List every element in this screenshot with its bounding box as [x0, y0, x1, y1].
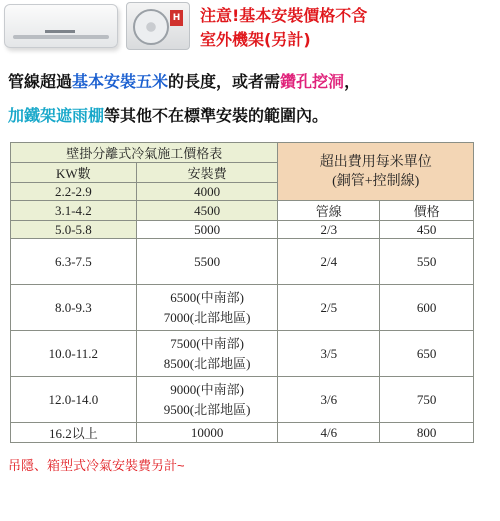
- intro-line-1: [8, 70, 496, 94]
- table-cell: 750: [380, 377, 474, 423]
- fee-central-south: 6500(中南部): [170, 289, 244, 305]
- table-cell: 5.0-5.8: [11, 221, 137, 239]
- fee-north: 7000(北部地區): [163, 309, 251, 325]
- column-header-fee: 安裝費: [136, 163, 278, 183]
- table-cell: 2/5: [278, 285, 380, 331]
- table-cell: 8.0-9.3: [11, 285, 137, 331]
- table-cell: [136, 331, 278, 377]
- brand-badge-icon: H: [170, 10, 183, 26]
- table-row: [11, 331, 474, 377]
- table-cell: 800: [380, 423, 474, 443]
- table-cell: 3/6: [278, 377, 380, 423]
- table-cell: 4500: [136, 201, 278, 221]
- extra-fee-subtitle: (銅管+控制線): [332, 173, 420, 189]
- footnote: 吊隱、箱型式冷氣安裝費另計~: [8, 458, 185, 473]
- intro-text: 等其他不在標準安裝的範圍內。: [104, 106, 329, 125]
- top-banner: [0, 0, 500, 56]
- intro-text: 的長度，或者需: [168, 72, 281, 91]
- fee-north: 9500(北部地區): [163, 401, 251, 417]
- table-cell: 550: [380, 239, 474, 285]
- table-row: [11, 285, 474, 331]
- intro-text: ，: [344, 72, 361, 91]
- outdoor-ac-unit-image: [126, 2, 190, 50]
- ac-brand-mark: [45, 30, 75, 33]
- table-cell: 2.2-2.9: [11, 183, 137, 201]
- extra-fee-header: [278, 143, 474, 201]
- table-cell: 650: [380, 331, 474, 377]
- intro-text: 管線超過: [8, 72, 73, 91]
- table-cell: [136, 377, 278, 423]
- table-title: 壁掛分離式冷氣施工價格表: [11, 143, 278, 163]
- table-cell: 2/3: [278, 221, 380, 239]
- column-header-price: 價格: [380, 201, 474, 221]
- table-row: [11, 423, 474, 443]
- notice-line-1: 注意!基本安裝價格不含: [200, 6, 368, 25]
- fan-icon: [133, 9, 169, 45]
- notice-line-2: 室外機架(另計): [200, 30, 311, 49]
- highlight-bracket: 加鐵架遮雨棚: [8, 106, 105, 125]
- table-row: [11, 377, 474, 423]
- column-header-kw: KW數: [11, 163, 137, 183]
- table-cell: 6.3-7.5: [11, 239, 137, 285]
- ac-vent: [13, 35, 109, 39]
- fee-north: 8500(北部地區): [163, 355, 251, 371]
- column-header-pipe: 管線: [278, 201, 380, 221]
- highlight-drilling: 鑽孔挖洞: [280, 72, 345, 91]
- table-cell: 12.0-14.0: [11, 377, 137, 423]
- table-cell: 16.2以上: [11, 423, 137, 443]
- notice-text: [200, 4, 496, 52]
- table-cell: 2/4: [278, 239, 380, 285]
- extra-fee-title: 超出費用每米單位: [319, 154, 432, 170]
- table-cell: 10.0-11.2: [11, 331, 137, 377]
- table-cell: 4/6: [278, 423, 380, 443]
- fee-central-south: 9000(中南部): [170, 381, 244, 397]
- highlight-basic-install: 基本安裝五米: [72, 72, 169, 91]
- table-cell: 3/5: [278, 331, 380, 377]
- table-cell: 3.1-4.2: [11, 201, 137, 221]
- indoor-ac-unit-image: [4, 4, 118, 48]
- table-cell: 5500: [136, 239, 278, 285]
- table-row: [11, 239, 474, 285]
- fee-central-south: 7500(中南部): [170, 335, 244, 351]
- table-cell: 10000: [136, 423, 278, 443]
- table-row: [11, 221, 474, 239]
- intro-line-2: [8, 104, 496, 128]
- price-table: [10, 142, 474, 443]
- table-cell: [136, 285, 278, 331]
- table-cell: 450: [380, 221, 474, 239]
- table-cell: 600: [380, 285, 474, 331]
- table-cell: 5000: [136, 221, 278, 239]
- table-cell: 4000: [136, 183, 278, 201]
